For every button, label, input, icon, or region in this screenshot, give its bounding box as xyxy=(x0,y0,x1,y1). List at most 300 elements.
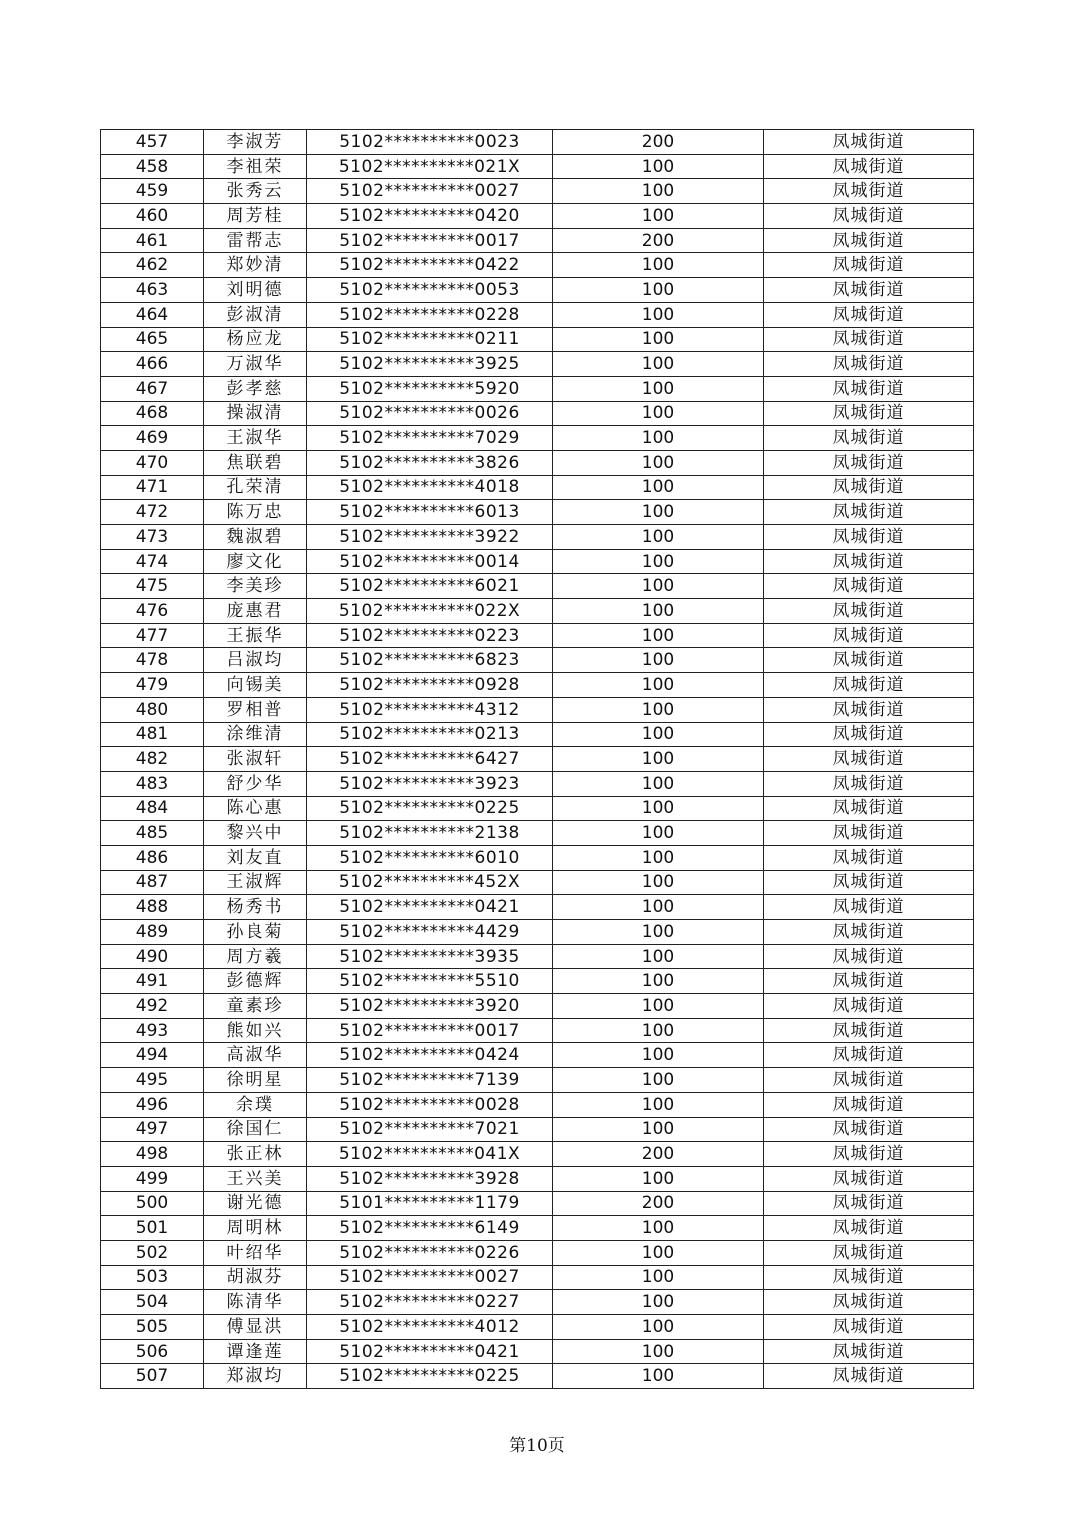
street-cell: 凤城街道 xyxy=(764,796,974,821)
row-number-cell: 501 xyxy=(101,1216,204,1241)
amount-cell: 100 xyxy=(553,1240,764,1265)
row-number-cell: 484 xyxy=(101,796,204,821)
amount-cell: 100 xyxy=(553,895,764,920)
amount-cell: 100 xyxy=(553,648,764,673)
amount-cell: 100 xyxy=(553,401,764,426)
street-cell: 凤城街道 xyxy=(764,1018,974,1043)
table-row xyxy=(101,574,974,599)
table-row xyxy=(101,1068,974,1093)
amount-cell: 200 xyxy=(553,1191,764,1216)
row-number-cell: 475 xyxy=(101,574,204,599)
table-row xyxy=(101,204,974,229)
table-row xyxy=(101,1018,974,1043)
row-number-cell: 498 xyxy=(101,1142,204,1167)
amount-cell: 100 xyxy=(553,376,764,401)
id-number-cell: 5102**********4018 xyxy=(307,475,553,500)
street-cell: 凤城街道 xyxy=(764,549,974,574)
name-cell: 陈万忠 xyxy=(204,500,307,525)
id-number-cell: 5102**********3826 xyxy=(307,450,553,475)
row-number-cell: 477 xyxy=(101,623,204,648)
id-number-cell: 5102**********0026 xyxy=(307,401,553,426)
street-cell: 凤城街道 xyxy=(764,1142,974,1167)
name-cell: 熊如兴 xyxy=(204,1018,307,1043)
street-cell: 凤城街道 xyxy=(764,821,974,846)
row-number-cell: 494 xyxy=(101,1043,204,1068)
id-number-cell: 5102**********7029 xyxy=(307,426,553,451)
id-number-cell: 5102**********0420 xyxy=(307,204,553,229)
amount-cell: 100 xyxy=(553,1339,764,1364)
row-number-cell: 463 xyxy=(101,278,204,303)
amount-cell: 100 xyxy=(553,278,764,303)
amount-cell: 100 xyxy=(553,747,764,772)
street-cell: 凤城街道 xyxy=(764,302,974,327)
name-cell: 傅显洪 xyxy=(204,1315,307,1340)
table-row xyxy=(101,426,974,451)
table-row xyxy=(101,1315,974,1340)
name-cell: 刘友直 xyxy=(204,845,307,870)
table-row xyxy=(101,401,974,426)
street-cell: 凤城街道 xyxy=(764,870,974,895)
amount-cell: 100 xyxy=(553,352,764,377)
street-cell: 凤城街道 xyxy=(764,228,974,253)
id-number-cell: 5102**********021X xyxy=(307,154,553,179)
name-cell: 胡淑芬 xyxy=(204,1265,307,1290)
street-cell: 凤城街道 xyxy=(764,673,974,698)
id-number-cell: 5102**********0424 xyxy=(307,1043,553,1068)
row-number-cell: 495 xyxy=(101,1068,204,1093)
amount-cell: 100 xyxy=(553,1018,764,1043)
id-number-cell: 5102**********7021 xyxy=(307,1117,553,1142)
table-row xyxy=(101,994,974,1019)
name-cell: 张正林 xyxy=(204,1142,307,1167)
street-cell: 凤城街道 xyxy=(764,845,974,870)
row-number-cell: 468 xyxy=(101,401,204,426)
row-number-cell: 481 xyxy=(101,722,204,747)
name-cell: 万淑华 xyxy=(204,352,307,377)
row-number-cell: 470 xyxy=(101,450,204,475)
amount-cell: 100 xyxy=(553,450,764,475)
name-cell: 童素珍 xyxy=(204,994,307,1019)
amount-cell: 100 xyxy=(553,1117,764,1142)
street-cell: 凤城街道 xyxy=(764,1068,974,1093)
row-number-cell: 465 xyxy=(101,327,204,352)
table-row xyxy=(101,253,974,278)
row-number-cell: 502 xyxy=(101,1240,204,1265)
amount-cell: 100 xyxy=(553,944,764,969)
row-number-cell: 483 xyxy=(101,771,204,796)
table-row xyxy=(101,376,974,401)
name-cell: 郑妙清 xyxy=(204,253,307,278)
amount-cell: 100 xyxy=(553,574,764,599)
amount-cell: 100 xyxy=(553,623,764,648)
row-number-cell: 488 xyxy=(101,895,204,920)
row-number-cell: 460 xyxy=(101,204,204,229)
name-cell: 舒少华 xyxy=(204,771,307,796)
id-number-cell: 5102**********0422 xyxy=(307,253,553,278)
table-row xyxy=(101,1364,974,1389)
id-number-cell: 5102**********041X xyxy=(307,1142,553,1167)
street-cell: 凤城街道 xyxy=(764,599,974,624)
id-number-cell: 5102**********7139 xyxy=(307,1068,553,1093)
amount-cell: 100 xyxy=(553,994,764,1019)
id-number-cell: 5102**********0928 xyxy=(307,673,553,698)
street-cell: 凤城街道 xyxy=(764,253,974,278)
table-row xyxy=(101,944,974,969)
street-cell: 凤城街道 xyxy=(764,475,974,500)
id-number-cell: 5102**********452X xyxy=(307,870,553,895)
name-cell: 郑淑均 xyxy=(204,1364,307,1389)
id-number-cell: 5102**********0226 xyxy=(307,1240,553,1265)
id-number-cell: 5102**********3922 xyxy=(307,525,553,550)
table-row xyxy=(101,623,974,648)
table-row xyxy=(101,1142,974,1167)
id-number-cell: 5102**********0053 xyxy=(307,278,553,303)
id-number-cell: 5102**********0225 xyxy=(307,1364,553,1389)
id-number-cell: 5102**********4012 xyxy=(307,1315,553,1340)
amount-cell: 100 xyxy=(553,1265,764,1290)
row-number-cell: 503 xyxy=(101,1265,204,1290)
id-number-cell: 5101**********1179 xyxy=(307,1191,553,1216)
name-cell: 王兴美 xyxy=(204,1166,307,1191)
name-cell: 高淑华 xyxy=(204,1043,307,1068)
amount-cell: 100 xyxy=(553,154,764,179)
street-cell: 凤城街道 xyxy=(764,426,974,451)
id-number-cell: 5102**********6010 xyxy=(307,845,553,870)
table-row xyxy=(101,302,974,327)
name-cell: 彭孝慈 xyxy=(204,376,307,401)
amount-cell: 100 xyxy=(553,426,764,451)
id-number-cell: 5102**********0017 xyxy=(307,228,553,253)
row-number-cell: 491 xyxy=(101,969,204,994)
street-cell: 凤城街道 xyxy=(764,1339,974,1364)
name-cell: 余璞 xyxy=(204,1092,307,1117)
name-cell: 谭逢莲 xyxy=(204,1339,307,1364)
name-cell: 向锡美 xyxy=(204,673,307,698)
name-cell: 谢光德 xyxy=(204,1191,307,1216)
id-number-cell: 5102**********5510 xyxy=(307,969,553,994)
row-number-cell: 469 xyxy=(101,426,204,451)
id-number-cell: 5102**********022X xyxy=(307,599,553,624)
street-cell: 凤城街道 xyxy=(764,574,974,599)
street-cell: 凤城街道 xyxy=(764,994,974,1019)
table-row xyxy=(101,1240,974,1265)
row-number-cell: 487 xyxy=(101,870,204,895)
amount-cell: 100 xyxy=(553,179,764,204)
id-number-cell: 5102**********0028 xyxy=(307,1092,553,1117)
table-row xyxy=(101,599,974,624)
table-row xyxy=(101,500,974,525)
table-row xyxy=(101,969,974,994)
amount-cell: 100 xyxy=(553,204,764,229)
id-number-cell: 5102**********0228 xyxy=(307,302,553,327)
id-number-cell: 5102**********3928 xyxy=(307,1166,553,1191)
id-number-cell: 5102**********0227 xyxy=(307,1290,553,1315)
name-cell: 庞惠君 xyxy=(204,599,307,624)
id-number-cell: 5102**********4429 xyxy=(307,920,553,945)
id-number-cell: 5102**********3923 xyxy=(307,771,553,796)
street-cell: 凤城街道 xyxy=(764,920,974,945)
name-cell: 陈心惠 xyxy=(204,796,307,821)
street-cell: 凤城街道 xyxy=(764,1166,974,1191)
amount-cell: 100 xyxy=(553,722,764,747)
name-cell: 廖文化 xyxy=(204,549,307,574)
row-number-cell: 496 xyxy=(101,1092,204,1117)
row-number-cell: 479 xyxy=(101,673,204,698)
table-row xyxy=(101,895,974,920)
id-number-cell: 5102**********0017 xyxy=(307,1018,553,1043)
street-cell: 凤城街道 xyxy=(764,1290,974,1315)
table-row xyxy=(101,1166,974,1191)
row-number-cell: 497 xyxy=(101,1117,204,1142)
street-cell: 凤城街道 xyxy=(764,895,974,920)
row-number-cell: 486 xyxy=(101,845,204,870)
table-row xyxy=(101,179,974,204)
table-row xyxy=(101,648,974,673)
street-cell: 凤城街道 xyxy=(764,376,974,401)
amount-cell: 200 xyxy=(553,130,764,155)
amount-cell: 100 xyxy=(553,1092,764,1117)
row-number-cell: 471 xyxy=(101,475,204,500)
id-number-cell: 5102**********0211 xyxy=(307,327,553,352)
row-number-cell: 480 xyxy=(101,697,204,722)
amount-cell: 100 xyxy=(553,1364,764,1389)
street-cell: 凤城街道 xyxy=(764,747,974,772)
street-cell: 凤城街道 xyxy=(764,969,974,994)
row-number-cell: 489 xyxy=(101,920,204,945)
table-row xyxy=(101,796,974,821)
row-number-cell: 493 xyxy=(101,1018,204,1043)
id-number-cell: 5102**********0213 xyxy=(307,722,553,747)
row-number-cell: 476 xyxy=(101,599,204,624)
street-cell: 凤城街道 xyxy=(764,722,974,747)
row-number-cell: 500 xyxy=(101,1191,204,1216)
id-number-cell: 5102**********0223 xyxy=(307,623,553,648)
name-cell: 王振华 xyxy=(204,623,307,648)
table-row xyxy=(101,1191,974,1216)
street-cell: 凤城街道 xyxy=(764,1364,974,1389)
row-number-cell: 505 xyxy=(101,1315,204,1340)
street-cell: 凤城街道 xyxy=(764,1265,974,1290)
id-number-cell: 5102**********6021 xyxy=(307,574,553,599)
row-number-cell: 461 xyxy=(101,228,204,253)
table-row xyxy=(101,549,974,574)
name-cell: 彭德辉 xyxy=(204,969,307,994)
table-row xyxy=(101,1216,974,1241)
id-number-cell: 5102**********2138 xyxy=(307,821,553,846)
table-row xyxy=(101,697,974,722)
row-number-cell: 474 xyxy=(101,549,204,574)
id-number-cell: 5102**********3935 xyxy=(307,944,553,969)
id-number-cell: 5102**********3925 xyxy=(307,352,553,377)
amount-cell: 100 xyxy=(553,697,764,722)
name-cell: 涂维清 xyxy=(204,722,307,747)
amount-cell: 100 xyxy=(553,599,764,624)
amount-cell: 100 xyxy=(553,1216,764,1241)
id-number-cell: 5102**********6823 xyxy=(307,648,553,673)
amount-cell: 100 xyxy=(553,500,764,525)
name-cell: 李祖荣 xyxy=(204,154,307,179)
id-number-cell: 5102**********6149 xyxy=(307,1216,553,1241)
id-number-cell: 5102**********0421 xyxy=(307,1339,553,1364)
street-cell: 凤城街道 xyxy=(764,352,974,377)
row-number-cell: 506 xyxy=(101,1339,204,1364)
row-number-cell: 457 xyxy=(101,130,204,155)
street-cell: 凤城街道 xyxy=(764,1240,974,1265)
amount-cell: 200 xyxy=(553,1142,764,1167)
street-cell: 凤城街道 xyxy=(764,1043,974,1068)
name-cell: 杨秀书 xyxy=(204,895,307,920)
name-cell: 周芳桂 xyxy=(204,204,307,229)
name-cell: 李淑芳 xyxy=(204,130,307,155)
row-number-cell: 464 xyxy=(101,302,204,327)
street-cell: 凤城街道 xyxy=(764,204,974,229)
row-number-cell: 499 xyxy=(101,1166,204,1191)
amount-cell: 100 xyxy=(553,327,764,352)
id-number-cell: 5102**********0421 xyxy=(307,895,553,920)
name-cell: 周方羲 xyxy=(204,944,307,969)
page-number: 第10页 xyxy=(509,1436,565,1456)
row-number-cell: 507 xyxy=(101,1364,204,1389)
name-cell: 孙良菊 xyxy=(204,920,307,945)
id-number-cell: 5102**********4312 xyxy=(307,697,553,722)
id-number-cell: 5102**********6427 xyxy=(307,747,553,772)
name-cell: 周明林 xyxy=(204,1216,307,1241)
street-cell: 凤城街道 xyxy=(764,327,974,352)
amount-cell: 100 xyxy=(553,253,764,278)
table-row xyxy=(101,228,974,253)
amount-cell: 100 xyxy=(553,475,764,500)
amount-cell: 200 xyxy=(553,228,764,253)
amount-cell: 100 xyxy=(553,549,764,574)
street-cell: 凤城街道 xyxy=(764,1117,974,1142)
table-row xyxy=(101,450,974,475)
amount-cell: 100 xyxy=(553,845,764,870)
row-number-cell: 473 xyxy=(101,525,204,550)
name-cell: 操淑清 xyxy=(204,401,307,426)
table-row xyxy=(101,673,974,698)
amount-cell: 100 xyxy=(553,969,764,994)
row-number-cell: 462 xyxy=(101,253,204,278)
amount-cell: 100 xyxy=(553,673,764,698)
table-row xyxy=(101,154,974,179)
id-number-cell: 5102**********0225 xyxy=(307,796,553,821)
name-cell: 徐国仁 xyxy=(204,1117,307,1142)
amount-cell: 100 xyxy=(553,1315,764,1340)
id-number-cell: 5102**********5920 xyxy=(307,376,553,401)
name-cell: 雷帮志 xyxy=(204,228,307,253)
street-cell: 凤城街道 xyxy=(764,771,974,796)
table-row xyxy=(101,130,974,155)
street-cell: 凤城街道 xyxy=(764,179,974,204)
street-cell: 凤城街道 xyxy=(764,278,974,303)
table-row xyxy=(101,327,974,352)
row-number-cell: 485 xyxy=(101,821,204,846)
amount-cell: 100 xyxy=(553,1068,764,1093)
row-number-cell: 459 xyxy=(101,179,204,204)
street-cell: 凤城街道 xyxy=(764,401,974,426)
id-number-cell: 5102**********0023 xyxy=(307,130,553,155)
street-cell: 凤城街道 xyxy=(764,1216,974,1241)
street-cell: 凤城街道 xyxy=(764,697,974,722)
street-cell: 凤城街道 xyxy=(764,1191,974,1216)
name-cell: 彭淑清 xyxy=(204,302,307,327)
amount-cell: 100 xyxy=(553,1166,764,1191)
table-row xyxy=(101,722,974,747)
id-number-cell: 5102**********0014 xyxy=(307,549,553,574)
street-cell: 凤城街道 xyxy=(764,623,974,648)
row-number-cell: 482 xyxy=(101,747,204,772)
street-cell: 凤城街道 xyxy=(764,944,974,969)
street-cell: 凤城街道 xyxy=(764,130,974,155)
table-row xyxy=(101,278,974,303)
row-number-cell: 466 xyxy=(101,352,204,377)
street-cell: 凤城街道 xyxy=(764,154,974,179)
street-cell: 凤城街道 xyxy=(764,648,974,673)
amount-cell: 100 xyxy=(553,525,764,550)
street-cell: 凤城街道 xyxy=(764,525,974,550)
name-cell: 陈清华 xyxy=(204,1290,307,1315)
table-row xyxy=(101,821,974,846)
amount-cell: 100 xyxy=(553,870,764,895)
row-number-cell: 472 xyxy=(101,500,204,525)
street-cell: 凤城街道 xyxy=(764,500,974,525)
name-cell: 张淑轩 xyxy=(204,747,307,772)
name-cell: 黎兴中 xyxy=(204,821,307,846)
amount-cell: 100 xyxy=(553,1290,764,1315)
table-row xyxy=(101,771,974,796)
street-cell: 凤城街道 xyxy=(764,1315,974,1340)
id-number-cell: 5102**********6013 xyxy=(307,500,553,525)
street-cell: 凤城街道 xyxy=(764,1092,974,1117)
row-number-cell: 467 xyxy=(101,376,204,401)
row-number-cell: 492 xyxy=(101,994,204,1019)
name-cell: 李美珍 xyxy=(204,574,307,599)
amount-cell: 100 xyxy=(553,1043,764,1068)
table-row xyxy=(101,1265,974,1290)
table-row xyxy=(101,1290,974,1315)
name-cell: 叶绍华 xyxy=(204,1240,307,1265)
roster-table-body xyxy=(101,130,974,1389)
amount-cell: 100 xyxy=(553,771,764,796)
table-row xyxy=(101,747,974,772)
amount-cell: 100 xyxy=(553,920,764,945)
row-number-cell: 478 xyxy=(101,648,204,673)
table-row xyxy=(101,1117,974,1142)
table-row xyxy=(101,525,974,550)
id-number-cell: 5102**********3920 xyxy=(307,994,553,1019)
row-number-cell: 504 xyxy=(101,1290,204,1315)
row-number-cell: 458 xyxy=(101,154,204,179)
table-row xyxy=(101,845,974,870)
name-cell: 吕淑均 xyxy=(204,648,307,673)
amount-cell: 100 xyxy=(553,796,764,821)
table-row xyxy=(101,1339,974,1364)
table-row xyxy=(101,475,974,500)
street-cell: 凤城街道 xyxy=(764,450,974,475)
name-cell: 王淑华 xyxy=(204,426,307,451)
table-row xyxy=(101,1092,974,1117)
table-row xyxy=(101,870,974,895)
name-cell: 刘明德 xyxy=(204,278,307,303)
table-row xyxy=(101,1043,974,1068)
id-number-cell: 5102**********0027 xyxy=(307,1265,553,1290)
table-row xyxy=(101,352,974,377)
name-cell: 王淑辉 xyxy=(204,870,307,895)
roster-table xyxy=(100,129,974,1389)
name-cell: 张秀云 xyxy=(204,179,307,204)
name-cell: 杨应龙 xyxy=(204,327,307,352)
table-row xyxy=(101,920,974,945)
